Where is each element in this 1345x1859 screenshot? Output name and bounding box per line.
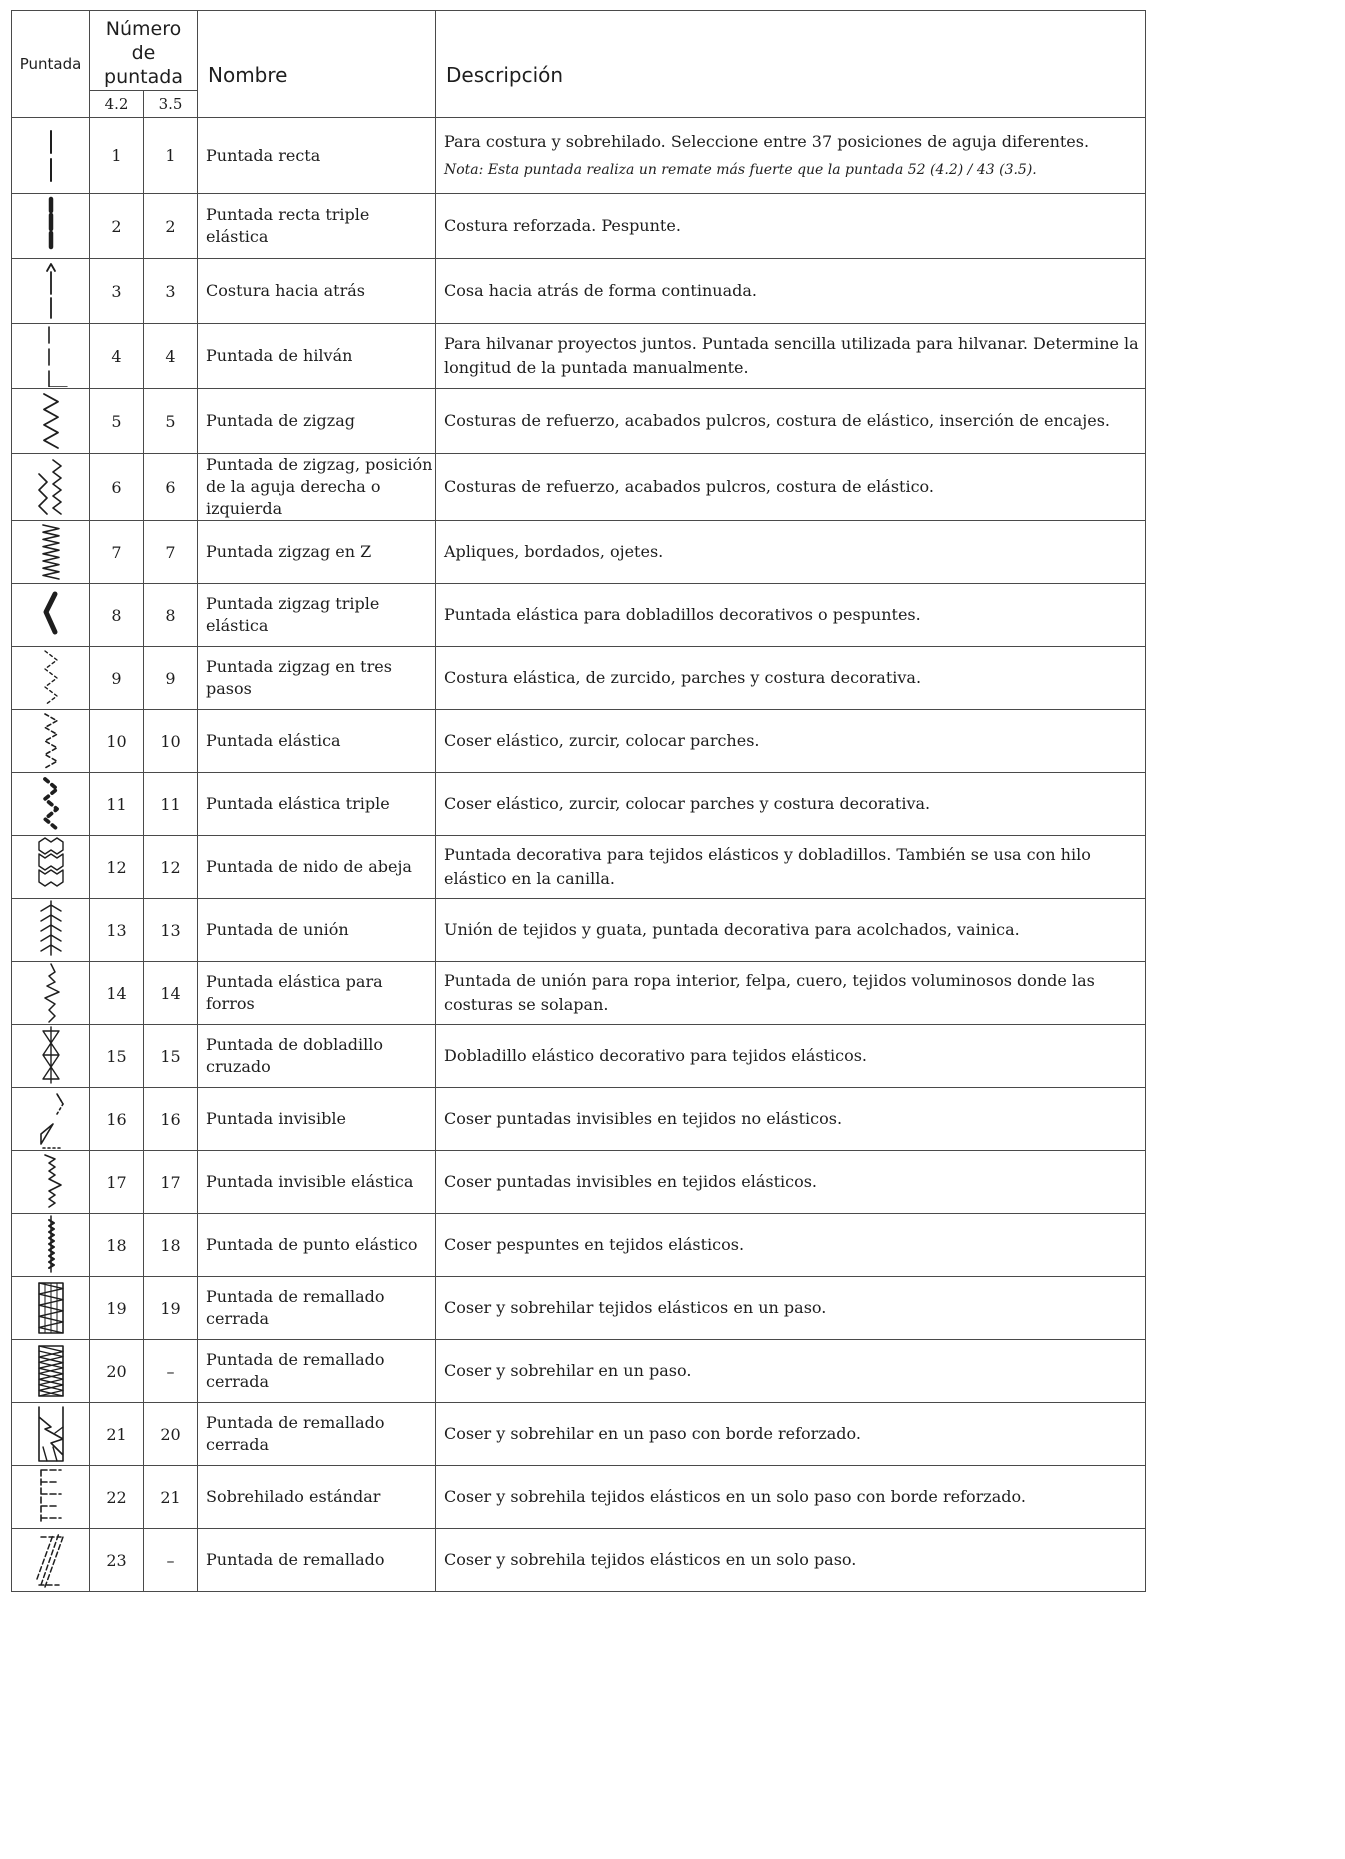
triple-straight-stitch-icon [31,195,71,257]
stitch-number-35: 3 [144,259,198,324]
stitch-description: Costuras de refuerzo, acabados pulcros, costura de elástico, inserción de encajes. [436,389,1146,454]
stitch-number-42: 1 [90,118,144,194]
stitch-number-42: 13 [90,899,144,962]
stitch-icon-cell [12,1277,90,1340]
table-row [12,1403,1146,1466]
table-row [12,773,1146,836]
stitch-number-42: 2 [90,194,144,259]
cross-hem-stitch-icon [31,1025,71,1087]
stitch-description: Coser puntadas invisibles en tejidos no elásticos. [436,1088,1146,1151]
stitch-icon-cell [12,710,90,773]
stitch-number-35: 21 [144,1466,198,1529]
straight-stitch-icon [31,125,71,187]
stitch-icon-cell [12,324,90,389]
stitch-name: Puntada invisible [198,1088,436,1151]
stitch-icon-cell [12,1214,90,1277]
stitch-description: Coser puntadas invisibles en tejidos elásticos. [436,1151,1146,1214]
stitch-number-35: 19 [144,1277,198,1340]
table-row [12,584,1146,647]
stitch-number-35: – [144,1340,198,1403]
stitch-number-42: 15 [90,1025,144,1088]
stitch-description: Unión de tejidos y guata, puntada decorativa para acolchados, vainica. [436,899,1146,962]
stitch-number-35: 20 [144,1403,198,1466]
stitch-icon-cell [12,259,90,324]
stitch-name: Puntada recta triple elástica [198,194,436,259]
table-row [12,324,1146,389]
table-row [12,1151,1146,1214]
overlock-stitch-icon [31,1529,71,1591]
stitch-icon-cell [12,521,90,584]
table-row [12,836,1146,899]
stitch-icon-cell [12,584,90,647]
stitch-icon-cell [12,836,90,899]
stitch-number-35: 4 [144,324,198,389]
stitch-number-42: 18 [90,1214,144,1277]
table-row [12,962,1146,1025]
stitch-description: Coser y sobrehila tejidos elásticos en un solo paso. [436,1529,1146,1592]
stitch-number-42: 19 [90,1277,144,1340]
description-note: Nota: Esta puntada realiza un remate más fuerte que la puntada 52 (4.2) / 43 (3.5). [444,161,1037,178]
stitch-number-35: 16 [144,1088,198,1151]
stitch-name: Puntada de punto elástico [198,1214,436,1277]
stitch-name: Puntada de nido de abeja [198,836,436,899]
basting-stitch-icon [31,325,71,387]
joining-stitch-icon [31,899,71,961]
reverse-stitch-icon [31,260,71,322]
stitch-icon-cell [12,1403,90,1466]
honeycomb-stitch-icon [31,836,71,898]
header-model-42: 4.2 [90,91,144,118]
stitch-name: Puntada zigzag triple elástica [198,584,436,647]
stitch-description: Puntada decorativa para tejidos elásticos y dobladillos. También se usa con hilo elástico en la canilla. [436,836,1146,899]
stitch-name: Puntada de remallado cerrada [198,1403,436,1466]
table-row [12,259,1146,324]
stitch-number-35: 9 [144,647,198,710]
stitch-description [436,118,1146,194]
stitch-description: Apliques, bordados, ojetes. [436,521,1146,584]
stitch-icon-cell [12,194,90,259]
stitch-description: Coser y sobrehilar tejidos elásticos en un paso. [436,1277,1146,1340]
table-row [12,1214,1146,1277]
stretch-stitch-icon [31,1214,71,1276]
stitch-number-42: 3 [90,259,144,324]
stitch-number-42: 8 [90,584,144,647]
stitch-number-42: 14 [90,962,144,1025]
stitch-icon-cell [12,773,90,836]
table-row [12,1340,1146,1403]
stitch-number-35: 14 [144,962,198,1025]
stitch-description: Cosa hacia atrás de forma continuada. [436,259,1146,324]
stitch-number-35: 12 [144,836,198,899]
stitch-number-42: 23 [90,1529,144,1592]
stitch-number-42: 22 [90,1466,144,1529]
closed-overlock-stretch-icon [31,1277,71,1339]
stitch-number-42: 6 [90,454,144,521]
stitch-description: Costuras de refuerzo, acabados pulcros, costura de elástico. [436,454,1146,521]
stitch-name: Puntada de dobladillo cruzado [198,1025,436,1088]
stitch-name: Puntada de unión [198,899,436,962]
table-row [12,899,1146,962]
table-body [12,118,1146,1592]
table-row [12,1088,1146,1151]
stitch-icon-cell [12,118,90,194]
three-step-zigzag-icon [31,647,71,709]
elastic-stitch-icon [31,710,71,772]
stitch-number-35: 1 [144,118,198,194]
stitch-description: Puntada elástica para dobladillos decorativos o pespuntes. [436,584,1146,647]
stitch-description: Coser elástico, zurcir, colocar parches y costura decorativa. [436,773,1146,836]
stitch-description: Dobladillo elástico decorativo para tejidos elásticos. [436,1025,1146,1088]
stitch-number-42: 16 [90,1088,144,1151]
stitch-icon-cell [12,389,90,454]
stitch-number-42: 5 [90,389,144,454]
stitch-description: Coser elástico, zurcir, colocar parches. [436,710,1146,773]
stitch-icon-cell [12,1088,90,1151]
blind-hem-stitch-icon [31,1088,71,1150]
elastic-blind-hem-stitch-icon [31,1151,71,1213]
triple-elastic-stitch-icon [31,773,71,835]
stitch-name: Puntada zigzag en tres pasos [198,647,436,710]
triple-zigzag-stitch-icon [31,584,71,646]
stitch-number-35: 10 [144,710,198,773]
header-description: Descripción [436,11,1146,118]
stitch-table [11,10,1146,1592]
stitch-name: Puntada de remallado cerrada [198,1277,436,1340]
table-row [12,118,1146,194]
table-row [12,1025,1146,1088]
lingerie-elastic-stitch-icon [31,962,71,1024]
stitch-name: Puntada invisible elástica [198,1151,436,1214]
table-row [12,194,1146,259]
table-header [12,11,1146,118]
stitch-icon-cell [12,1529,90,1592]
zigzag-offset-stitch-icon [31,456,71,518]
stitch-name: Puntada elástica para forros [198,962,436,1025]
closed-overlock-reinforced-icon [31,1403,71,1465]
stitch-name: Puntada zigzag en Z [198,521,436,584]
stitch-name: Puntada de remallado [198,1529,436,1592]
stitch-number-35: 6 [144,454,198,521]
stitch-icon-cell [12,1340,90,1403]
stitch-name: Puntada de hilván [198,324,436,389]
stitch-number-35: 18 [144,1214,198,1277]
stitch-name: Costura hacia atrás [198,259,436,324]
stitch-number-42: 7 [90,521,144,584]
stitch-number-42: 17 [90,1151,144,1214]
table-row [12,1529,1146,1592]
standard-overcast-icon [31,1466,71,1528]
stitch-number-42: 10 [90,710,144,773]
stitch-icon-cell [12,1466,90,1529]
description-text: Para costura y sobrehilado. Seleccione entre 37 posiciones de aguja diferentes. [444,131,1090,151]
stitch-number-42: 20 [90,1340,144,1403]
stitch-name: Sobrehilado estándar [198,1466,436,1529]
stitch-description: Para hilvanar proyectos juntos. Puntada sencilla utilizada para hilvanar. Determine la longitud de la puntada manualmente. [436,324,1146,389]
stitch-number-35: 5 [144,389,198,454]
stitch-name: Puntada elástica [198,710,436,773]
table-row [12,454,1146,521]
stitch-name: Puntada elástica triple [198,773,436,836]
stitch-number-35: 13 [144,899,198,962]
stitch-number-42: 21 [90,1403,144,1466]
stitch-description: Coser y sobrehilar en un paso. [436,1340,1146,1403]
stitch-icon-cell [12,454,90,521]
zigzag-stitch-icon [31,390,71,452]
header-stitch: Puntada [12,11,90,118]
stitch-name: Puntada de zigzag [198,389,436,454]
table-row [12,521,1146,584]
stitch-description: Coser pespuntes en tejidos elásticos. [436,1214,1146,1277]
stitch-icon-cell [12,899,90,962]
stitch-description: Puntada de unión para ropa interior, felpa, cuero, tejidos voluminosos donde las costuras se solapan. [436,962,1146,1025]
stitch-icon-cell [12,1025,90,1088]
table-row [12,647,1146,710]
stitch-name: Puntada de remallado cerrada [198,1340,436,1403]
table-row [12,1277,1146,1340]
stitch-number-35: 2 [144,194,198,259]
stitch-icon-cell [12,1151,90,1214]
stitch-number-42: 12 [90,836,144,899]
stitch-number-35: 15 [144,1025,198,1088]
stitch-number-42: 9 [90,647,144,710]
stitch-number-35: – [144,1529,198,1592]
header-model-35: 3.5 [144,91,198,118]
stitch-icon-cell [12,647,90,710]
stitch-name: Puntada recta [198,118,436,194]
header-stitch-number [90,11,198,91]
stitch-number-35: 8 [144,584,198,647]
header-number-line2: de puntada [104,41,183,88]
stitch-description: Costura elástica, de zurcido, parches y costura decorativa. [436,647,1146,710]
stitch-description: Costura reforzada. Pespunte. [436,194,1146,259]
table-row [12,389,1146,454]
header-name: Nombre [198,11,436,118]
z-zigzag-stitch-icon [31,521,71,583]
stitch-number-35: 11 [144,773,198,836]
closed-overlock-icon [31,1340,71,1402]
stitch-number-35: 7 [144,521,198,584]
stitch-icon-cell [12,962,90,1025]
stitch-description: Coser y sobrehilar en un paso con borde reforzado. [436,1403,1146,1466]
stitch-number-42: 4 [90,324,144,389]
table-row [12,710,1146,773]
stitch-number-42: 11 [90,773,144,836]
table-row [12,1466,1146,1529]
header-number-line1: Número [105,17,182,40]
stitch-description: Coser y sobrehila tejidos elásticos en un solo paso con borde reforzado. [436,1466,1146,1529]
stitch-number-35: 17 [144,1151,198,1214]
stitch-name: Puntada de zigzag, posición de la aguja derecha o izquierda [198,454,436,521]
